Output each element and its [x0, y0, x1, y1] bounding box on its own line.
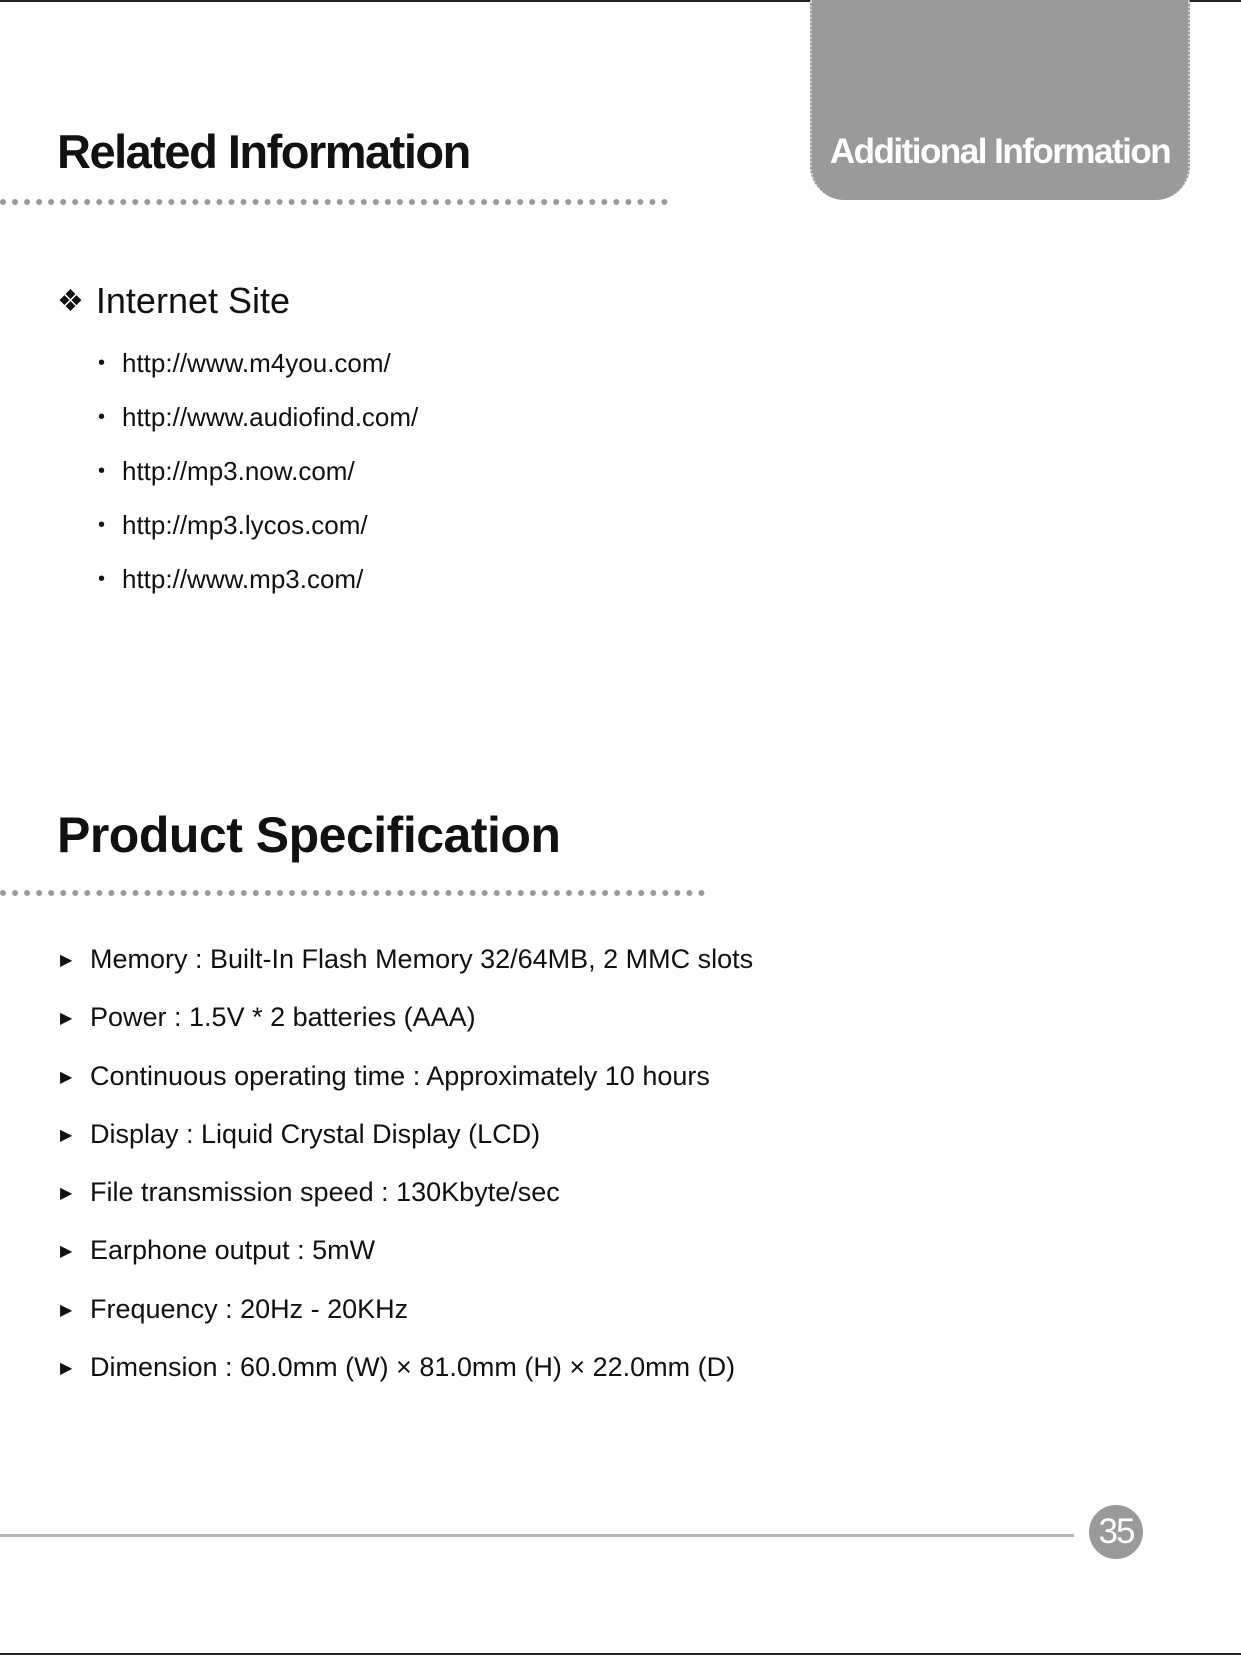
list-item — [98, 348, 418, 402]
list-item — [98, 456, 418, 510]
spec-item — [60, 1177, 753, 1235]
footer-divider — [0, 1534, 1074, 1537]
triangle-arrow-icon: ▶ — [60, 1360, 73, 1378]
site-link[interactable]: http://mp3.now.com/ — [122, 456, 355, 486]
internet-site-list — [98, 348, 418, 618]
internet-site-subheading — [57, 280, 290, 322]
heading-divider — [0, 199, 668, 205]
spec-text: Continuous operating time : Approximately 10 hours — [90, 1060, 710, 1091]
site-link[interactable]: http://www.audiofind.com/ — [122, 402, 419, 432]
site-link[interactable]: http://www.m4you.com/ — [122, 348, 391, 378]
triangle-arrow-icon: ▶ — [60, 1068, 73, 1086]
spec-item — [60, 1294, 753, 1352]
spec-item — [60, 1002, 753, 1060]
triangle-arrow-icon: ▶ — [60, 1126, 73, 1144]
spec-list — [60, 944, 753, 1410]
triangle-arrow-icon: ▶ — [60, 1185, 73, 1203]
list-item — [98, 402, 418, 456]
spec-text: Dimension : 60.0mm (W) × 81.0mm (H) × 22.0mm (D) — [90, 1352, 736, 1383]
triangle-arrow-icon: ▶ — [60, 1243, 73, 1261]
triangle-arrow-icon: ▶ — [60, 1301, 73, 1319]
spec-text: Memory : Built-In Flash Memory 32/64MB, 2 MMC slots — [90, 944, 754, 974]
section-tab-label: Additional Information — [829, 132, 1171, 171]
triangle-arrow-icon: ▶ — [60, 952, 73, 969]
spec-item — [60, 1352, 753, 1410]
diamond-cluster-icon: ❖ — [57, 285, 84, 318]
spec-text: Earphone output : 5mW — [90, 1235, 376, 1266]
section-tab — [810, 0, 1190, 200]
spec-item — [60, 944, 753, 1002]
list-item — [98, 564, 418, 618]
spec-item — [60, 1061, 753, 1119]
page-number-badge: 35 — [1089, 1505, 1143, 1559]
internet-site-label: Internet Site — [95, 280, 291, 321]
bullet-dot-icon: • — [98, 568, 106, 590]
bullet-dot-icon: • — [98, 514, 106, 536]
spec-text: Frequency : 20Hz - 20KHz — [90, 1293, 409, 1324]
spec-text: Display : Liquid Crystal Display (LCD) — [90, 1118, 541, 1149]
triangle-arrow-icon: ▶ — [60, 1010, 73, 1028]
bullet-dot-icon: • — [98, 352, 106, 374]
bullet-dot-icon: • — [98, 406, 106, 428]
bullet-dot-icon: • — [98, 460, 106, 482]
list-item — [98, 510, 418, 564]
spec-text: File transmission speed : 130Kbyte/sec — [90, 1177, 560, 1208]
spec-item — [60, 1119, 753, 1177]
spec-item — [60, 1235, 753, 1293]
product-specification-heading: Product Specification — [57, 807, 561, 863]
related-information-heading: Related Information — [57, 125, 470, 178]
site-link[interactable]: http://www.mp3.com/ — [122, 564, 364, 594]
heading-divider — [0, 890, 705, 896]
site-link[interactable]: http://mp3.lycos.com/ — [122, 510, 368, 540]
spec-text: Power : 1.5V * 2 batteries (AAA) — [90, 1002, 476, 1033]
